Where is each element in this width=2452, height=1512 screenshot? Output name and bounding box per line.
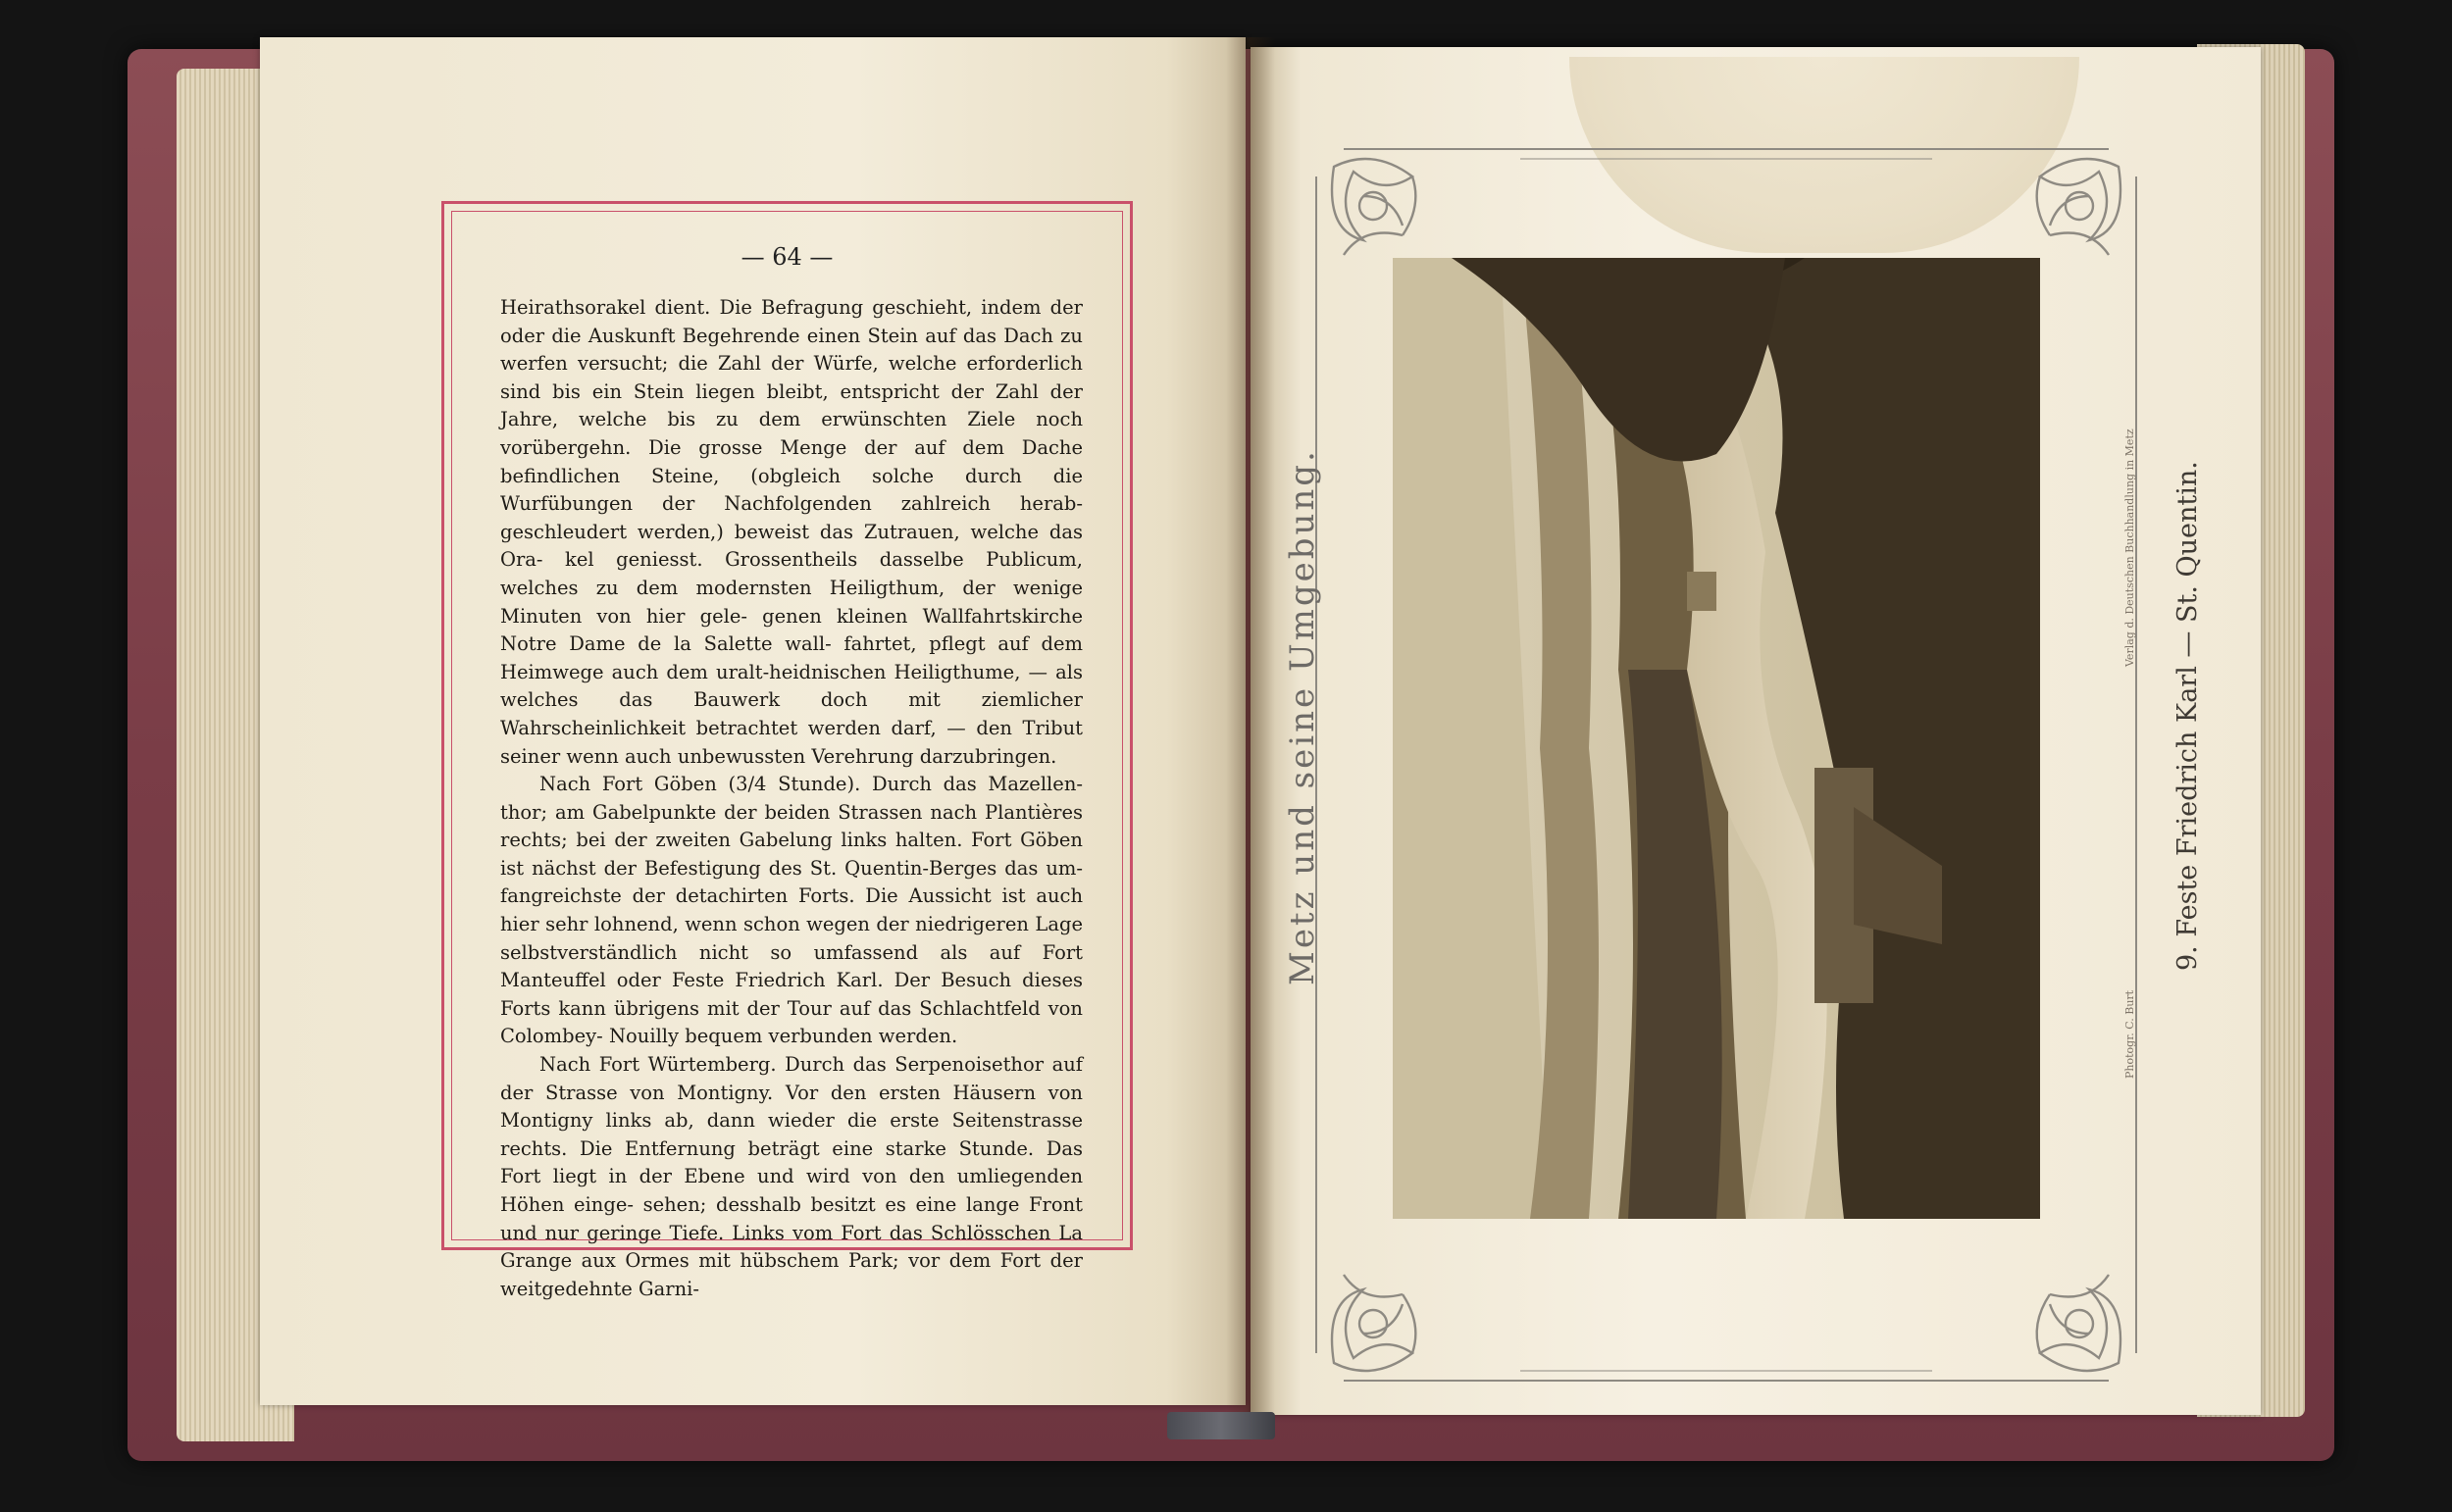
- text-line: Menge der auf dem Dache befindlichen Steine, (obgleich solche: [500, 435, 1084, 487]
- text-line: geschleudert werden,) beweist das Zutrauen, welche das Ora-: [500, 520, 1083, 572]
- text-line: thor; am Gabelpunkte der beiden Strassen nach Plantières: [500, 800, 1083, 824]
- text-line: ist nächst der Befestigung des St. Quentin-Berges das um-: [500, 856, 1083, 880]
- paragraph-1: [500, 294, 1083, 771]
- text-line: oder Feste Friedrich Karl. Der Besuch dieses Forts kann: [500, 969, 1083, 1020]
- text-line: Nach Fort Würtemberg. Durch das Serpenoisethor: [539, 1053, 1045, 1077]
- text-line: Nach Fort Göben (3/4 Stunde). Durch das Mazellen-: [539, 773, 1083, 796]
- text-line: versucht; die Zahl der Würfe, welche erforderlich sind bis: [500, 352, 1083, 403]
- publisher-credit: Verlag d. Deutschen Buchhandlung in Metz: [2123, 428, 2136, 667]
- bookmark-ribbon: [1167, 1412, 1275, 1439]
- photographer-credit: Photogr. C. Burt: [2123, 989, 2136, 1079]
- photo-caption: 9. Feste Friedrich Karl — St. Quentin.: [2172, 461, 2203, 971]
- text-line: sehen; desshalb besitzt es eine lange Front und nur geringe: [500, 1193, 1083, 1244]
- text-line: auf der Strasse von Montigny. Vor den ersten Häusern von: [500, 1053, 1083, 1104]
- text-line: seiner wenn auch unbewussten Verehrung darzubringen.: [500, 744, 1057, 768]
- text-line: kel geniesst. Grossentheils dasselbe Publicum, welches zu dem: [500, 548, 1083, 599]
- text-line: bis zu dem erwünschten Ziele noch vorübergehn. Die grosse: [500, 408, 1084, 459]
- page-number: — 64 —: [741, 243, 834, 271]
- text-line: hier sehr lohnend, wenn schon wegen der niedrigeren Lage: [500, 913, 1083, 936]
- text-line: Heiligthume, — als welches das Bauwerk doch mit ziemlicher: [500, 660, 1083, 712]
- text-line: übrigens mit der Tour auf das Schlachtfeld von Colombey-: [500, 996, 1083, 1048]
- text-line: die Auskunft Begehrende einen Stein auf das Dach zu werfen: [500, 324, 1083, 376]
- text-line: Nouilly bequem verbunden werden.: [608, 1025, 958, 1048]
- series-title: Metz und seine Umgebung.: [1283, 448, 1322, 985]
- text-line: Die Entfernung beträgt eine starke Stunde. Das Fort liegt: [500, 1136, 1083, 1188]
- text-line: selbstverständlich nicht so umfassend als auf Fort Manteuffel: [500, 940, 1083, 992]
- text-line: durch die Wurfübungen der Nachfolgenden zahlreich herab-: [500, 464, 1083, 516]
- text-line: rechts; bei der zweiten Gabelung links halten. Fort Göben: [500, 829, 1083, 852]
- paragraph-3: [500, 1051, 1083, 1303]
- text-line: Heirathsorakel dient. Die Befragung geschieht, indem der oder: [500, 296, 1083, 347]
- text-line: fangreichste der detachirten Forts. Die Aussicht ist auch: [500, 884, 1083, 908]
- text-line: Tiefe. Links vom Fort das Schlösschen La Grange aux Ormes: [500, 1221, 1083, 1273]
- body-text: [500, 294, 1083, 1303]
- text-line: Montigny links ab, dann wieder die erste Seitenstrasse rechts.: [500, 1109, 1083, 1160]
- text-line: genen kleinen Wallfahrtskirche Notre Dame de la Salette wall-: [500, 604, 1083, 656]
- text-line: mit hübschem Park; vor dem Fort der weitgedehnte Garni-: [500, 1249, 1084, 1300]
- text-line: Wahrscheinlichkeit betrachtet werden darf, — den Tribut: [500, 716, 1083, 739]
- book-gutter: [1226, 37, 1275, 1420]
- text-line: modernsten Heiligthum, der wenige Minuten von hier gele-: [500, 576, 1083, 628]
- text-line: fahrtet, pflegt auf dem Heimwege auch dem uralt-heidnischen: [500, 632, 1083, 683]
- text-line: in der Ebene und wird von den umliegenden Höhen einge-: [500, 1165, 1083, 1216]
- text-line: ein Stein liegen bleibt, entspricht der Zahl der Jahre, welche: [500, 379, 1083, 431]
- paragraph-2: [500, 771, 1083, 1051]
- landscape-photograph: [1393, 258, 2040, 1219]
